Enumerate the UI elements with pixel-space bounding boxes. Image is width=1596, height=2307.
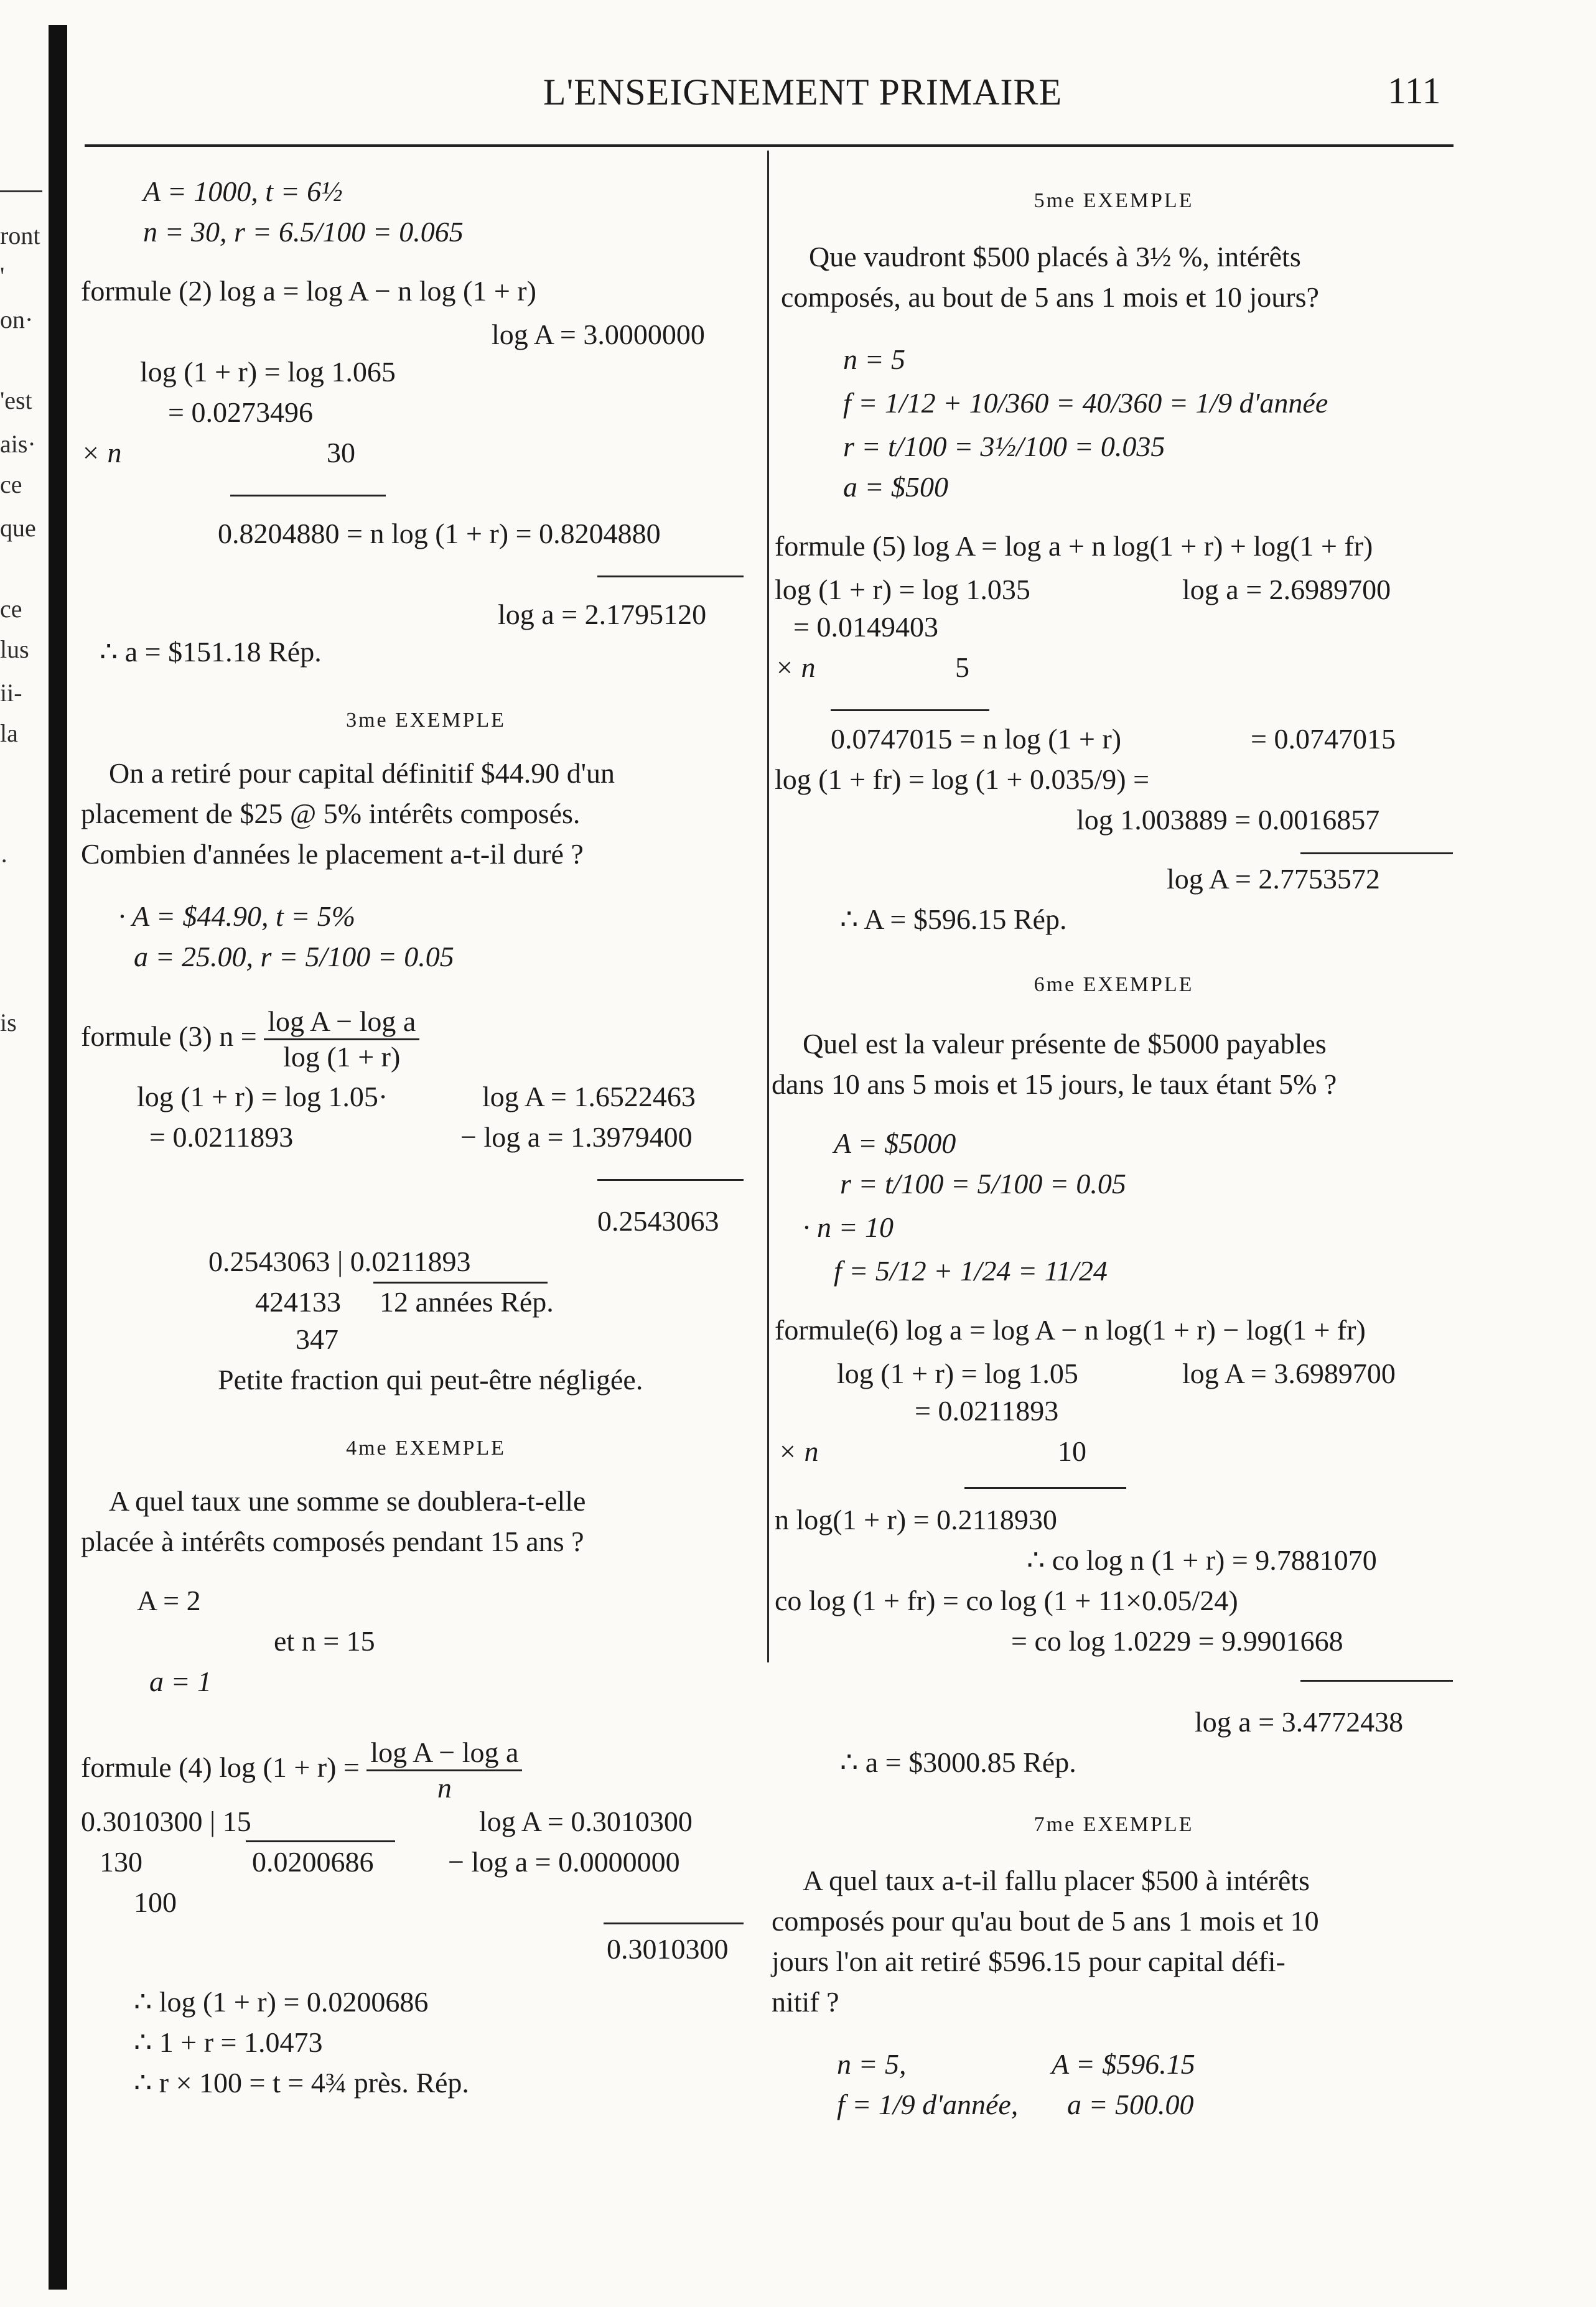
margin-fragment: ront [0, 221, 40, 249]
calc-line: log a = 3.4772438 [1195, 1706, 1404, 1738]
margin-fragment: is [0, 1009, 17, 1037]
problem-text: placée à intérêts composés pendant 15 ans ? [81, 1526, 584, 1557]
division-line: 347 [296, 1323, 338, 1355]
calc-line: 10 [1058, 1435, 1086, 1467]
example-heading: 4me EXEMPLE [346, 1437, 506, 1460]
calc-line: = 0.0273496 [168, 396, 313, 428]
problem-text: On a retiré pour capital définitif $44.90 d'un [109, 757, 615, 789]
calc-line: = 0.0747015 [1251, 723, 1396, 755]
calc-line: × n [778, 1435, 819, 1467]
sum-rule [1300, 852, 1453, 854]
formula-label: formule (4) log (1 + r) = [81, 1751, 360, 1784]
given-values: n = 5, [837, 2048, 907, 2080]
given-values: n = 5 [843, 343, 906, 375]
given-values: A = $5000 [834, 1127, 956, 1159]
margin-fragment: 'est [0, 386, 32, 414]
running-head: L'ENSEIGNEMENT PRIMAIRE [543, 72, 1063, 113]
calc-line: 5 [955, 651, 969, 683]
calc-line: log A = 2.7753572 [1167, 863, 1380, 895]
division-line: 0.0200686 [252, 1846, 374, 1878]
problem-text: jours l'on ait retiré $596.15 pour capital défi- [772, 1946, 1286, 1977]
result-line: ∴ log (1 + r) = 0.0200686 [134, 1986, 429, 2018]
calc-line: log (1 + r) = log 1.05 [837, 1358, 1078, 1389]
calc-line: 0.2543063 [597, 1205, 719, 1237]
fraction-denominator: log (1 + r) [283, 1041, 401, 1073]
division-line: 130 [100, 1846, 142, 1878]
answer-line: ∴ a = $3000.85 Rép. [840, 1746, 1076, 1778]
margin-fragment: la [0, 719, 18, 747]
calc-line: = 0.0211893 [915, 1395, 1059, 1427]
problem-text: composés pour qu'au bout de 5 ans 1 mois et 10 [772, 1905, 1319, 1937]
given-values: r = t/100 = 3½/100 = 0.035 [843, 431, 1165, 462]
given-values: et n = 15 [274, 1625, 375, 1657]
sum-rule [597, 1179, 744, 1181]
given-values: a = $500 [843, 471, 949, 503]
column-divider [767, 151, 769, 1662]
sum-rule [604, 1922, 744, 1924]
margin-rule [0, 190, 42, 192]
example-heading: 5me EXEMPLE [1034, 189, 1194, 212]
margin-fragment: ' [0, 262, 5, 290]
division-rule [373, 1282, 548, 1284]
problem-text: A quel taux a-t-il fallu placer $500 à intérêts [803, 1865, 1310, 1896]
calc-line: log A = 3.0000000 [492, 319, 705, 350]
calc-line: log (1 + r) = log 1.065 [140, 356, 396, 388]
calc-line: 30 [327, 437, 355, 468]
calc-line: log (1 + r) = log 1.05· [137, 1081, 388, 1112]
fraction-numerator: log A − log a [264, 1005, 419, 1040]
example-heading: 7me EXEMPLE [1034, 1813, 1194, 1836]
fraction-numerator: log A − log a [366, 1736, 522, 1771]
given-values: a = 500.00 [1067, 2089, 1194, 2120]
sum-rule [1300, 1680, 1453, 1682]
formula-label: formule (3) n = [81, 1020, 257, 1053]
sum-rule [964, 1487, 1126, 1489]
problem-text: placement de $25 @ 5% intérêts composés. [81, 798, 581, 829]
margin-fragment: · [0, 847, 9, 875]
calc-line: co log (1 + fr) = co log (1 + 11×0.05/24) [775, 1585, 1238, 1616]
problem-text: nitif ? [772, 1986, 839, 2018]
fraction-denominator: n [437, 1772, 452, 1804]
division-line: 424133 [255, 1286, 341, 1318]
calc-line: = 0.0211893 [149, 1121, 294, 1153]
given-values: n = 30, r = 6.5/100 = 0.065 [143, 216, 464, 248]
given-values: A = $596.15 [1052, 2048, 1195, 2080]
margin-fragment: on· [0, 305, 34, 333]
calc-line: × n [775, 651, 816, 683]
given-values: a = 1 [149, 1666, 212, 1697]
sum-rule [597, 576, 744, 577]
calc-line: log a = 2.1795120 [498, 599, 707, 630]
calc-line: 0.8204880 = n log (1 + r) = 0.8204880 [218, 518, 661, 549]
calc-line: log (1 + r) = log 1.035 [775, 574, 1030, 605]
problem-text: Combien d'années le placement a-t-il duré ? [81, 838, 584, 870]
example-heading: 6me EXEMPLE [1034, 973, 1194, 996]
given-values: · n = 10 [803, 1211, 894, 1243]
division-line: 12 années Rép. [380, 1286, 554, 1318]
header-rule [85, 144, 1454, 147]
formula-line [81, 1005, 419, 1074]
calc-line: 0.3010300 [607, 1933, 729, 1965]
result-line: ∴ 1 + r = 1.0473 [134, 2026, 323, 2058]
division-line: 0.2543063 | 0.0211893 [208, 1246, 471, 1277]
sum-rule [230, 495, 386, 496]
given-values: r = t/100 = 5/100 = 0.05 [840, 1168, 1126, 1200]
formula-line: formule(6) log a = log A − n log(1 + r) − log(1 + fr) [775, 1314, 1366, 1346]
page-number: 111 [1388, 70, 1441, 111]
formula-line: formule (5) log A = log a + n log(1 + r) + log(1 + fr) [775, 530, 1373, 562]
margin-fragment: ce [0, 470, 22, 498]
division-rule [246, 1840, 395, 1842]
problem-text: A quel taux une somme se doublera-t-elle [109, 1485, 586, 1517]
given-values: A = 2 [137, 1585, 201, 1616]
calc-line: 0.0747015 = n log (1 + r) [831, 723, 1122, 755]
calc-line: log A = 1.6522463 [482, 1081, 696, 1112]
given-values: f = 5/12 + 1/24 = 11/24 [834, 1255, 1108, 1287]
answer-line: ∴ r × 100 = t = 4¾ près. Rép. [134, 2067, 469, 2099]
problem-text: Que vaudront $500 placés à 3½ %, intérêts [809, 241, 1301, 273]
formula-fraction [264, 1005, 419, 1074]
given-values: A = 1000, t = 6½ [143, 175, 343, 207]
margin-fragment: ii- [0, 679, 22, 707]
calc-line: log A = 3.6989700 [1182, 1358, 1396, 1389]
given-values: f = 1/12 + 10/360 = 40/360 = 1/9 d'année [843, 387, 1328, 419]
formula-line: formule (2) log a = log A − n log (1 + r) [81, 275, 536, 307]
margin-fragment: que [0, 514, 36, 542]
note-line: Petite fraction qui peut-être négligée. [218, 1364, 643, 1396]
example-heading: 3me EXEMPLE [346, 709, 506, 732]
margin-fragment: ce [0, 595, 22, 623]
problem-text: Quel est la valeur présente de $5000 payables [803, 1028, 1327, 1060]
margin-fragment: lus [0, 635, 29, 663]
formula-fraction [366, 1736, 522, 1805]
calc-line: = 0.0149403 [793, 611, 938, 643]
calc-line: − log a = 0.0000000 [448, 1846, 680, 1878]
calc-line: log a = 2.6989700 [1182, 574, 1391, 605]
calc-line: = co log 1.0229 = 9.9901668 [1011, 1625, 1343, 1657]
calc-line: × n [81, 437, 122, 468]
division-line: 100 [134, 1886, 177, 1918]
page-binding-edge [49, 25, 67, 2290]
problem-text: dans 10 ans 5 mois et 15 jours, le taux étant 5% ? [772, 1068, 1337, 1100]
calc-line: log 1.003889 = 0.0016857 [1076, 804, 1380, 836]
formula-line [81, 1736, 522, 1805]
division-line: 0.3010300 | 15 [81, 1806, 251, 1837]
margin-fragment: ais· [0, 430, 36, 458]
calc-line: − log a = 1.3979400 [460, 1121, 693, 1153]
given-values: f = 1/9 d'année, [837, 2089, 1019, 2120]
sum-rule [831, 709, 989, 711]
given-values: a = 25.00, r = 5/100 = 0.05 [134, 941, 454, 972]
calc-line: n log(1 + r) = 0.2118930 [775, 1504, 1057, 1536]
answer-line: ∴ a = $151.18 Rép. [100, 636, 322, 668]
calc-line: log A = 0.3010300 [479, 1806, 693, 1837]
answer-line: ∴ A = $596.15 Rép. [840, 903, 1067, 935]
calc-line: log (1 + fr) = log (1 + 0.035/9) = [775, 763, 1150, 795]
problem-text: composés, au bout de 5 ans 1 mois et 10 jours? [781, 281, 1319, 313]
given-values: · A = $44.90, t = 5% [118, 900, 356, 932]
calc-line: ∴ co log n (1 + r) = 9.7881070 [1027, 1544, 1377, 1576]
